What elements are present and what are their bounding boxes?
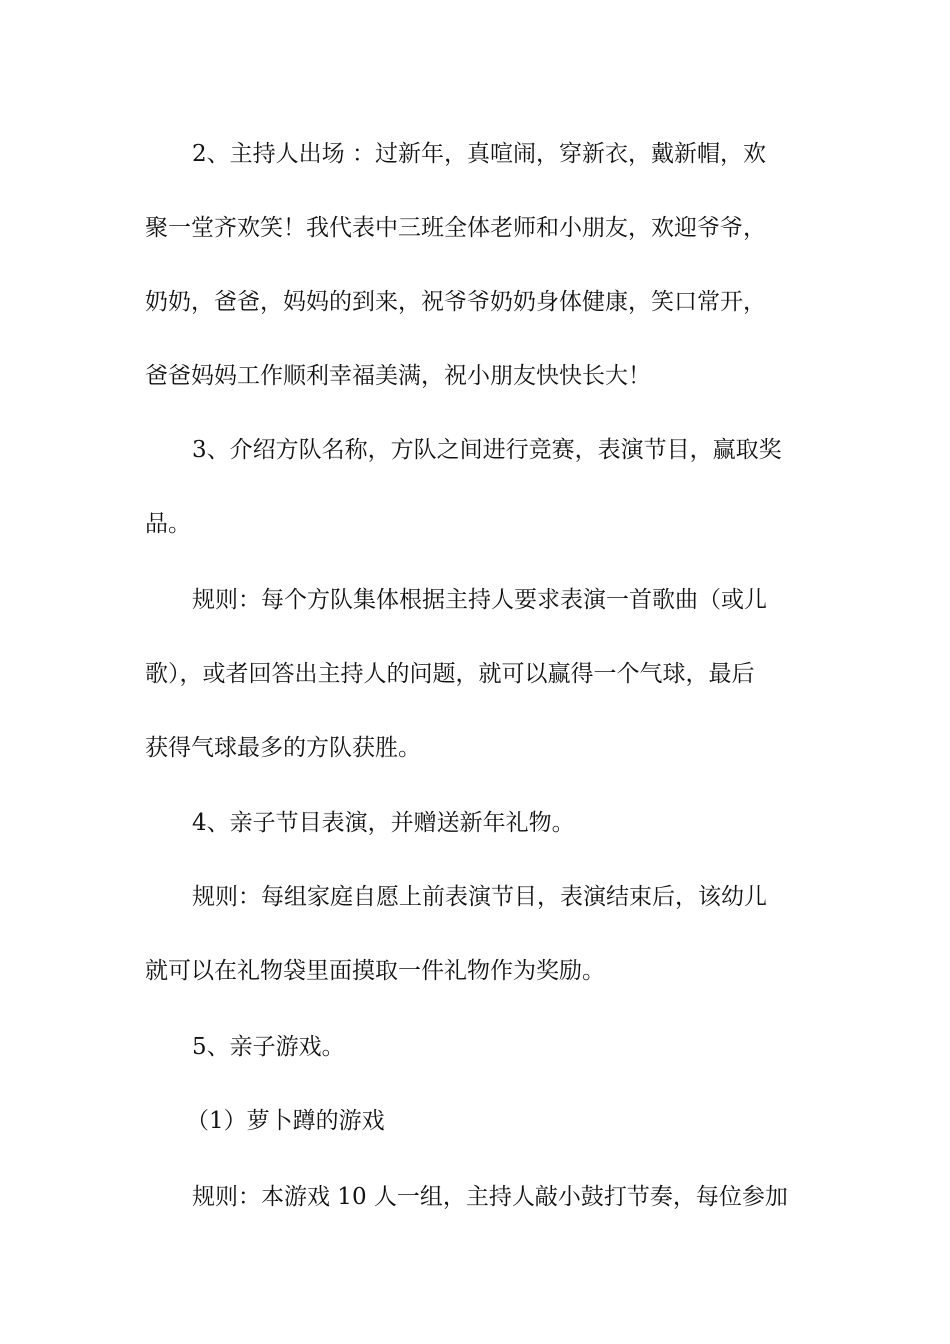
paragraph-4: 4、亲子节目表演，并赠送新年礼物。 (192, 810, 575, 836)
paragraph-2-line-1: 2、主持人出场 ：过新年，真喧闹，穿新衣，戴新帽，欢 (192, 141, 766, 167)
paragraph-3-line-2: 品。 (145, 511, 191, 537)
sub-item-1: （1）萝卜蹲的游戏 (186, 1108, 385, 1134)
paragraph-3-line-1: 3、介绍方队名称，方队之间进行竞赛，表演节目，赢取奖 (192, 437, 782, 463)
paragraph-2-line-3: 奶奶，爸爸，妈妈的到来，祝爷爷奶奶身体健康，笑口常开， (145, 289, 766, 315)
paragraph-2-line-2: 聚一堂齐欢笑！我代表中三班全体老师和小朋友，欢迎爷爷， (145, 215, 766, 241)
rule-2-line-1: 规则：每组家庭自愿上前表演节目，表演结束后，该幼儿 (192, 884, 767, 910)
rule-2-line-2: 就可以在礼物袋里面摸取一件礼物作为奖励。 (145, 958, 605, 984)
paragraph-5: 5、亲子游戏。 (192, 1034, 345, 1060)
rule-1-line-1: 规则：每个方队集体根据主持人要求表演一首歌曲（或儿 (192, 587, 767, 613)
paragraph-2-line-4: 爸爸妈妈工作顺利幸福美满，祝小朋友快快长大！ (145, 363, 651, 389)
rule-3-line-1: 规则：本游戏 10 人一组，主持人敲小鼓打节奏，每位参加 (192, 1184, 788, 1210)
rule-1-line-2: 歌），或者回答出主持人的问题，就可以赢得一个气球，最后 (145, 661, 755, 687)
rule-1-line-3: 获得气球最多的方队获胜。 (145, 735, 421, 761)
